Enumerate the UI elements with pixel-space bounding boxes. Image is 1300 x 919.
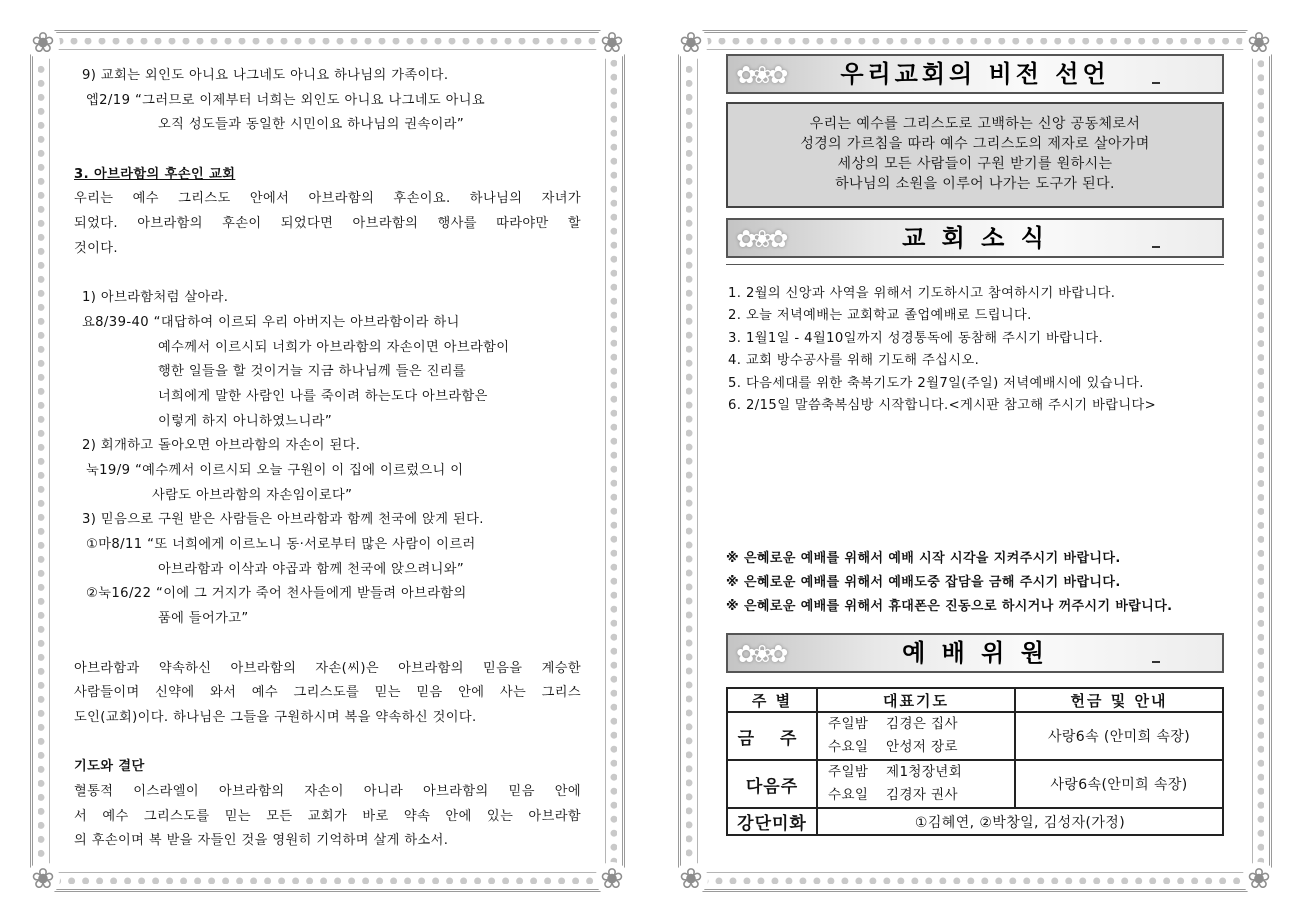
worship-title: 예 배 위 원 <box>902 639 1048 668</box>
notice-list <box>726 547 1224 619</box>
left-page <box>30 26 625 895</box>
vision-title: 우리교회의 비전 선언 <box>840 60 1110 88</box>
right-page <box>678 26 1272 895</box>
news-item: 1. 2월의 신앙과 사역을 위해서 기도하시고 참여하시기 바랍니다. <box>728 286 1116 301</box>
service-label: 주일밤 <box>828 764 869 781</box>
point2-title: 2) 회개하고 돌아오면 아브라함의 자손이 된다. <box>82 438 361 454</box>
notice-item: ※ 은혜로운 예배를 위해서 휴대폰은 진동으로 하시거나 꺼주시기 바랍니다. <box>726 599 1173 615</box>
table-row <box>727 808 1223 835</box>
prayer-person: 김경은 집사 <box>886 716 958 733</box>
daisy-flowers-icon: ✿❀✿ <box>736 225 785 253</box>
summary-line: 도인(교회)이다. 하나님은 그들을 구원하시며 복을 약속하신 것이다. <box>74 709 477 725</box>
news-item: 4. 교회 방수공사를 위해 기도해 주십시오. <box>728 353 980 369</box>
vision-line: 세상의 모든 사람들이 구원 받기를 원하시는 <box>837 156 1113 172</box>
service-label: 수요일 <box>828 787 869 804</box>
summary-line: 아브라함과 약속하신 아브라함의 자손(씨)은 아브라함의 믿음을 계승한 <box>74 660 581 676</box>
service-label: 주일밤 <box>828 716 869 733</box>
prayer-cell <box>817 712 1015 760</box>
vision-line: 성경의 가르침을 따라 예수 그리스도의 제자로 살아가며 <box>800 136 1150 152</box>
col-header-week: 주 별 <box>727 688 817 712</box>
news-item: 6. 2/15일 말씀축복심방 시작합니다.<게시판 참고해 주시기 바랍니다> <box>728 397 1157 413</box>
flower-ornament-icon: ❀ <box>595 862 629 896</box>
prayer-person: 김경자 권사 <box>886 787 958 804</box>
item9-verse-line: 엡2/19 “그러므로 이제부터 너희는 외인도 아니요 나그네도 아니요 <box>86 92 486 108</box>
sermon-content <box>74 64 581 854</box>
point1-verse-line: 행한 일들을 할 것이거늘 지금 하나님께 들은 진리를 <box>158 364 467 380</box>
point1-verse-line: 요8/39-40 “대답하여 이르되 우리 아버지는 아브라함이라 하니 <box>82 314 460 330</box>
summary-line: 사람들이며 신약에 와서 예수 그리스도를 믿는 믿음 안에 사는 그리스 <box>74 685 581 701</box>
point2-verse-line: 사람도 아브라함의 자손임이로다” <box>152 487 353 503</box>
point1-title: 1) 아브라함처럼 살아라. <box>82 290 229 306</box>
week-cell: 금 주 <box>727 712 817 760</box>
section3-para-line: 것이다. <box>74 240 119 256</box>
item9-verse-line: 오직 성도들과 동일한 시민이요 하나님의 권속이라” <box>158 117 465 133</box>
offering-cell: 사랑6속 (안미희 속장) <box>1015 712 1223 760</box>
col-header-prayer: 대표기도 <box>817 688 1015 712</box>
table-row <box>727 760 1223 808</box>
prayer-line: 혈통적 이스라엘이 아브라함의 자손이 아니라 아브라함의 믿음 안에 <box>74 783 581 799</box>
news-item: 2. 오늘 저녁예배는 교회학교 졸업예배로 드립니다. <box>728 308 1032 324</box>
prayer-cell <box>817 760 1015 808</box>
vision-banner <box>726 54 1224 94</box>
col-header-offering: 헌금 및 안내 <box>1015 688 1223 712</box>
point1-verse-line: 예수께서 이르시되 너희가 아브라함의 자손이면 아브라함이 <box>158 339 510 355</box>
worship-banner <box>726 633 1224 673</box>
flower-ornament-icon: ❀ <box>674 26 708 60</box>
flower-ornament-icon: ❀ <box>26 26 60 60</box>
news-banner <box>726 218 1224 258</box>
vision-line: 하나님의 소원을 이루어 나가는 도구가 된다. <box>835 176 1115 192</box>
news-title: 교 회 소 식 <box>902 224 1048 252</box>
daisy-flowers-icon: ✿❀✿ <box>736 61 785 89</box>
point3-title: 3) 믿음으로 구원 받은 사람들은 아브라함과 함께 천국에 앉게 된다. <box>82 512 484 528</box>
point1-verse-line: 너희에게 말한 사람인 나를 죽이려 하는도다 아브라함은 <box>158 388 488 404</box>
point3-verse-line: ①마8/11 “또 너희에게 이르노니 동·서로부터 많은 사람이 이르러 <box>86 537 476 553</box>
notice-item: ※ 은혜로운 예배를 위해서 예배도중 잡담을 금해 주시기 바랍니다. <box>726 575 1121 591</box>
table-row <box>727 712 1223 760</box>
prayer-line: 서 예수 그리스도를 믿는 모든 교회가 바로 약속 안에 있는 아브라함 <box>74 808 581 824</box>
point3-verse-line: 아브라함과 이삭과 야곱과 함께 천국에 앉으려니와” <box>158 561 465 577</box>
prayer-person: 안성저 장로 <box>886 739 958 756</box>
offering-cell: 사랑6속(안미희 속장) <box>1015 760 1223 808</box>
point1-verse-line: 이렇게 하지 아니하였느니라” <box>158 413 333 429</box>
point3-verse-line: 품에 들어가고” <box>158 611 249 627</box>
podium-value: ①김혜연, ②박창일, 김성자(가정) <box>817 808 1223 835</box>
section3-para-line: 되었다. 아브라함의 후손이 되었다면 아브라함의 행사를 따라야만 할 <box>74 216 581 232</box>
prayer-heading: 기도와 결단 <box>74 759 145 775</box>
worship-table <box>726 687 1224 836</box>
podium-label: 강단미화 <box>727 808 817 835</box>
section3-heading: 3. 아브라함의 후손인 교회 <box>74 166 236 182</box>
bulletin-content <box>726 54 1224 836</box>
flower-ornament-icon: ❀ <box>26 862 60 896</box>
flower-ornament-icon: ❀ <box>674 862 708 896</box>
prayer-person: 제1청장년회 <box>886 764 963 781</box>
vision-statement <box>726 102 1224 208</box>
notice-item: ※ 은혜로운 예배를 위해서 예배 시작 시각을 지켜주시기 바랍니다. <box>726 551 1121 567</box>
item9-title: 9) 교회는 외인도 아니요 나그네도 아니요 하나님의 가족이다. <box>82 68 449 83</box>
point2-verse-line: 눅19/9 “예수께서 이르시되 오늘 구원이 이 집에 이르렀으니 이 <box>86 463 464 478</box>
news-item: 5. 다음세대를 위한 축복기도가 2월7일(주일) 저녁예배시에 있습니다. <box>728 375 1144 391</box>
flower-ornament-icon: ❀ <box>595 26 629 60</box>
flower-ornament-icon: ❀ <box>1242 26 1276 60</box>
flower-ornament-icon: ❀ <box>1242 862 1276 896</box>
news-item: 3. 1월1일 - 4월10일까지 성경통독에 동참해 주시기 바랍니다. <box>728 330 1104 346</box>
vision-line: 우리는 예수를 그리스도로 고백하는 신앙 공동체로서 <box>809 116 1141 132</box>
daisy-flowers-icon: ✿❀✿ <box>736 640 785 669</box>
section3-para-line: 우리는 예수 그리스도 안에서 아브라함의 후손이요. 하나님의 자녀가 <box>74 191 581 207</box>
service-label: 수요일 <box>828 739 869 756</box>
week-cell: 다음주 <box>727 760 817 808</box>
prayer-line: 의 후손이며 복 받을 자들인 것을 영원히 기억하며 살게 하소서. <box>74 833 449 849</box>
news-list <box>726 283 1224 417</box>
point3-verse-line: ②눅16/22 “이에 그 거지가 죽어 천사들에게 받들려 아브라함의 <box>86 586 467 602</box>
